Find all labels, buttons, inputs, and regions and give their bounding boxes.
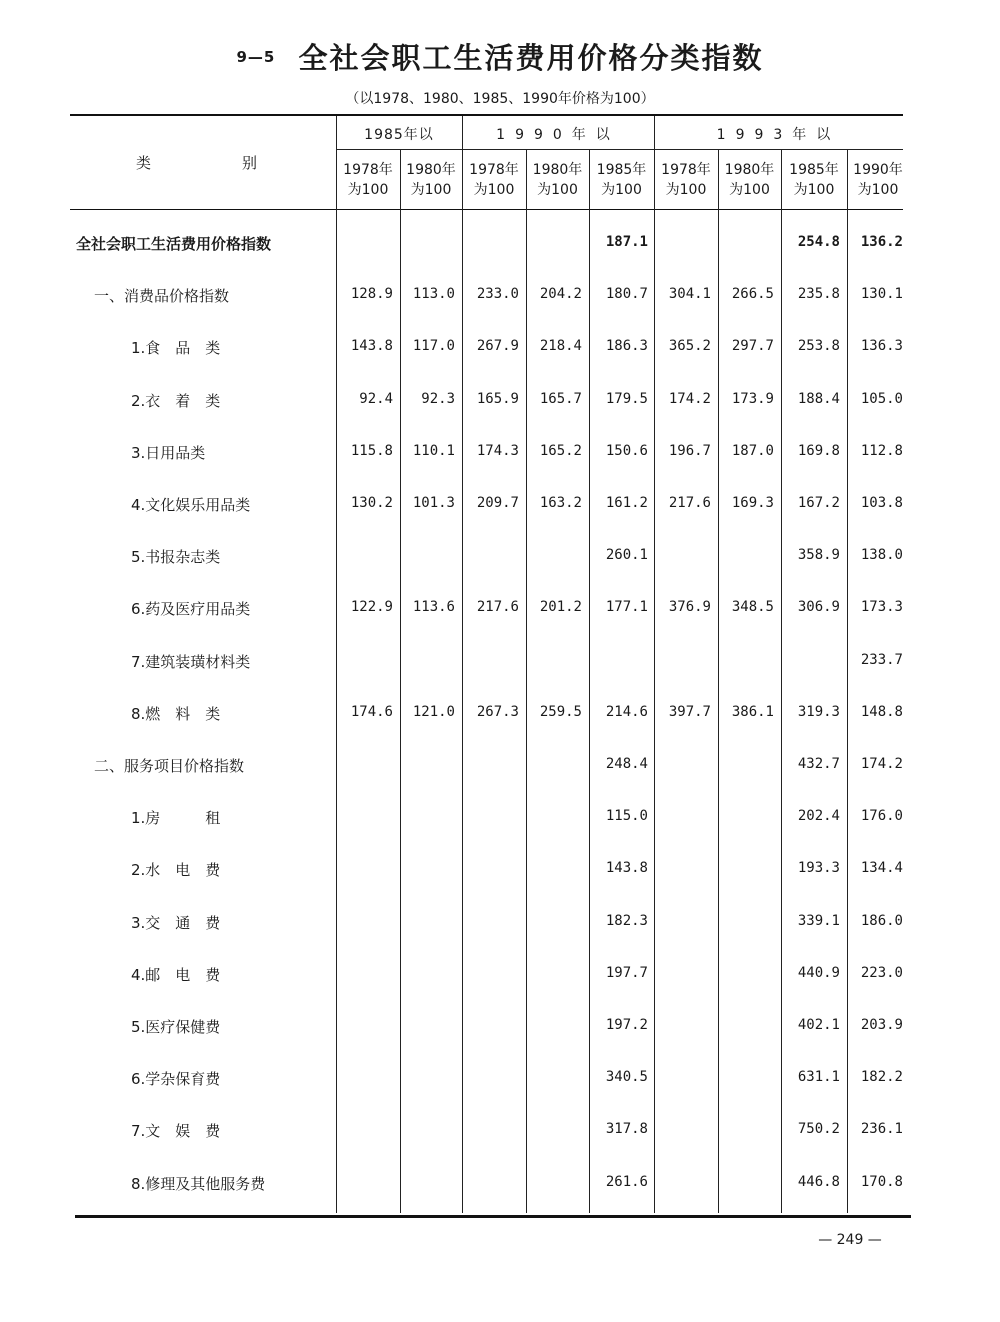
group-header-1993: 1993年以	[716, 127, 841, 143]
table-cell: 188.4	[797, 391, 840, 407]
grid-vline	[781, 150, 782, 1213]
table-cell: 173.3	[860, 599, 903, 615]
table-cell: 348.5	[731, 599, 774, 615]
col-header-8-line1: 1985年	[789, 162, 839, 178]
table-title-text: 全社会职工生活费用价格分类指数	[298, 41, 764, 75]
table-cell: 233.0	[476, 286, 519, 302]
grid-vline	[462, 116, 463, 1213]
table-cell: 201.2	[539, 599, 582, 615]
table-cell: 165.7	[539, 391, 582, 407]
table-cell: 179.5	[605, 391, 648, 407]
col-header-1-line1: 1978年	[343, 162, 393, 178]
table-cell: 134.4	[860, 860, 903, 876]
col-header-7-line1: 1980年	[724, 162, 775, 178]
table-cell: 180.7	[605, 286, 648, 302]
table-cell: 173.9	[731, 391, 774, 407]
table-number: 9—5	[236, 47, 276, 66]
table-cell: 214.6	[605, 704, 648, 720]
table-cell: 122.9	[350, 599, 393, 615]
grid-vline	[654, 116, 655, 1213]
table-cell: 186.0	[860, 913, 903, 929]
row-label: 二、服务项目价格指数	[94, 757, 245, 775]
table-cell: 187.1	[605, 234, 648, 250]
row-label: 3.日用品类	[131, 444, 206, 462]
table-cell: 165.9	[476, 391, 519, 407]
table-cell: 446.8	[797, 1174, 840, 1190]
table-cell: 340.5	[605, 1069, 648, 1085]
grid-vline	[336, 116, 337, 1213]
table-cell: 235.8	[797, 286, 840, 302]
table-cell: 130.1	[860, 286, 903, 302]
table-cell: 397.7	[668, 704, 711, 720]
bottom-rule	[75, 1215, 911, 1218]
col-header-9	[847, 160, 909, 200]
table-cell: 186.3	[605, 338, 648, 354]
table-cell: 193.3	[797, 860, 840, 876]
table-cell: 176.0	[860, 808, 903, 824]
table-cell: 202.4	[797, 808, 840, 824]
col-header-7-line2: 为100	[729, 182, 770, 198]
table-cell: 358.9	[797, 547, 840, 563]
row-label: 8.燃 料 类	[131, 705, 221, 723]
table-cell: 165.2	[539, 443, 582, 459]
table-cell: 440.9	[797, 965, 840, 981]
table-cell: 297.7	[731, 338, 774, 354]
table-cell: 113.6	[412, 599, 455, 615]
top-rule	[70, 114, 903, 116]
table-cell: 260.1	[605, 547, 648, 563]
table-title	[0, 36, 1000, 77]
col-header-6-line2: 为100	[665, 182, 707, 198]
col-header-2	[400, 160, 462, 200]
table-cell: 136.3	[860, 338, 903, 354]
table-cell: 386.1	[731, 704, 774, 720]
table-cell: 750.2	[797, 1121, 840, 1137]
group-header-rule	[336, 149, 903, 150]
table-cell: 121.0	[412, 704, 455, 720]
table-cell: 128.9	[350, 286, 393, 302]
table-subtitle: （以1978、1980、1985、1990年价格为100）	[345, 91, 655, 107]
col-header-6-line1: 1978年	[661, 162, 711, 178]
table-cell: 217.6	[476, 599, 519, 615]
table-cell: 115.0	[605, 808, 648, 824]
table-cell: 169.3	[731, 495, 774, 511]
table-cell: 196.7	[668, 443, 711, 459]
row-label: 7.文 娱 费	[131, 1122, 221, 1140]
table-cell: 319.3	[797, 704, 840, 720]
row-label: 2.水 电 费	[131, 861, 221, 879]
table-cell: 432.7	[797, 756, 840, 772]
table-cell: 261.6	[605, 1174, 648, 1190]
row-label: 2.衣 着 类	[131, 392, 221, 410]
grid-vline	[847, 150, 848, 1213]
row-label: 4.文化娱乐用品类	[131, 496, 251, 514]
table-cell: 339.1	[797, 913, 840, 929]
table-cell: 169.8	[797, 443, 840, 459]
row-label: 一、消费品价格指数	[94, 287, 230, 305]
col-header-7	[718, 160, 781, 200]
table-cell: 138.0	[860, 547, 903, 563]
col-header-8-line2: 为100	[793, 182, 835, 198]
col-header-5-line2: 为100	[601, 182, 642, 198]
table-cell: 254.8	[797, 234, 840, 250]
grid-vline	[400, 150, 401, 1213]
table-cell: 170.8	[860, 1174, 903, 1190]
row-label: 全社会职工生活费用价格指数	[76, 235, 272, 253]
row-label: 5.书报杂志类	[131, 548, 221, 566]
table-cell: 182.3	[605, 913, 648, 929]
table-cell: 136.2	[860, 234, 903, 250]
row-label: 4.邮 电 费	[131, 966, 221, 984]
table-cell: 143.8	[350, 338, 393, 354]
col-header-9-line1: 1990年	[853, 162, 903, 178]
table-cell: 113.0	[412, 286, 455, 302]
row-label: 1.食 品 类	[131, 339, 221, 357]
table-cell: 174.2	[860, 756, 903, 772]
table-cell: 143.8	[605, 860, 648, 876]
table-cell: 150.6	[605, 443, 648, 459]
table-cell: 376.9	[668, 599, 711, 615]
group-header-1985: 1985年以	[364, 127, 434, 143]
table-cell: 112.8	[860, 443, 903, 459]
table-cell: 217.6	[668, 495, 711, 511]
table-cell: 266.5	[731, 286, 774, 302]
table-cell: 163.2	[539, 495, 582, 511]
row-label: 8.修理及其他服务费	[131, 1175, 266, 1193]
grid-vline	[718, 150, 719, 1213]
table-cell: 101.3	[412, 495, 455, 511]
col-header-2-line2: 为100	[410, 182, 452, 198]
table-cell: 117.0	[412, 338, 455, 354]
table-cell: 223.0	[860, 965, 903, 981]
table-cell: 105.0	[860, 391, 903, 407]
table-cell: 236.1	[860, 1121, 903, 1137]
table-cell: 253.8	[797, 338, 840, 354]
col-header-1-line2: 为100	[347, 182, 389, 198]
row-label: 5.医疗保健费	[131, 1018, 221, 1036]
table-cell: 187.0	[731, 443, 774, 459]
grid-vline	[589, 150, 590, 1213]
table-cell: 103.8	[860, 495, 903, 511]
col-header-4	[526, 160, 589, 200]
table-cell: 148.8	[860, 704, 903, 720]
table-cell: 365.2	[668, 338, 711, 354]
col-header-9-line2: 为100	[857, 182, 899, 198]
grid-vline	[526, 150, 527, 1213]
col-header-8	[781, 160, 847, 200]
col-header-4-line2: 为100	[537, 182, 578, 198]
table-cell: 631.1	[797, 1069, 840, 1085]
table-cell: 317.8	[605, 1121, 648, 1137]
group-header-1990: 1990年以	[496, 127, 620, 143]
col-header-4-line1: 1980年	[532, 162, 583, 178]
col-header-6	[654, 160, 718, 200]
category-header-left: 类	[136, 154, 152, 172]
header-rule	[70, 209, 903, 210]
table-cell: 203.9	[860, 1017, 903, 1033]
row-label: 6.学杂保育费	[131, 1070, 221, 1088]
table-cell: 267.3	[476, 704, 519, 720]
table-cell: 209.7	[476, 495, 519, 511]
table-cell: 174.2	[668, 391, 711, 407]
row-label: 6.药及医疗用品类	[131, 600, 251, 618]
table-cell: 267.9	[476, 338, 519, 354]
table-cell: 130.2	[350, 495, 393, 511]
table-cell: 197.2	[605, 1017, 648, 1033]
table-cell: 306.9	[797, 599, 840, 615]
col-header-5-line1: 1985年	[596, 162, 647, 178]
col-header-5	[589, 160, 654, 200]
col-header-1	[336, 160, 400, 200]
table-cell: 218.4	[539, 338, 582, 354]
table-cell: 248.4	[605, 756, 648, 772]
row-label: 1.房 租	[131, 809, 221, 827]
table-cell: 177.1	[605, 599, 648, 615]
table-cell: 92.4	[359, 391, 393, 407]
row-label: 7.建筑装璜材料类	[131, 653, 251, 671]
table-cell: 115.8	[350, 443, 393, 459]
table-cell: 174.6	[350, 704, 393, 720]
col-header-3-line1: 1978年	[469, 162, 519, 178]
table-cell: 92.3	[421, 391, 455, 407]
table-cell: 161.2	[605, 495, 648, 511]
col-header-3	[462, 160, 526, 200]
table-cell: 204.2	[539, 286, 582, 302]
table-cell: 259.5	[539, 704, 582, 720]
category-header-right: 别	[242, 154, 258, 172]
table-cell: 233.7	[860, 652, 903, 668]
page-number: — 249 —	[818, 1232, 882, 1248]
table-cell: 174.3	[476, 443, 519, 459]
row-label: 3.交 通 费	[131, 914, 221, 932]
table-cell: 167.2	[797, 495, 840, 511]
col-header-3-line2: 为100	[473, 182, 515, 198]
table-cell: 182.2	[860, 1069, 903, 1085]
table-cell: 110.1	[412, 443, 455, 459]
col-header-2-line1: 1980年	[406, 162, 456, 178]
table-cell: 402.1	[797, 1017, 840, 1033]
table-cell: 197.7	[605, 965, 648, 981]
table-cell: 304.1	[668, 286, 711, 302]
